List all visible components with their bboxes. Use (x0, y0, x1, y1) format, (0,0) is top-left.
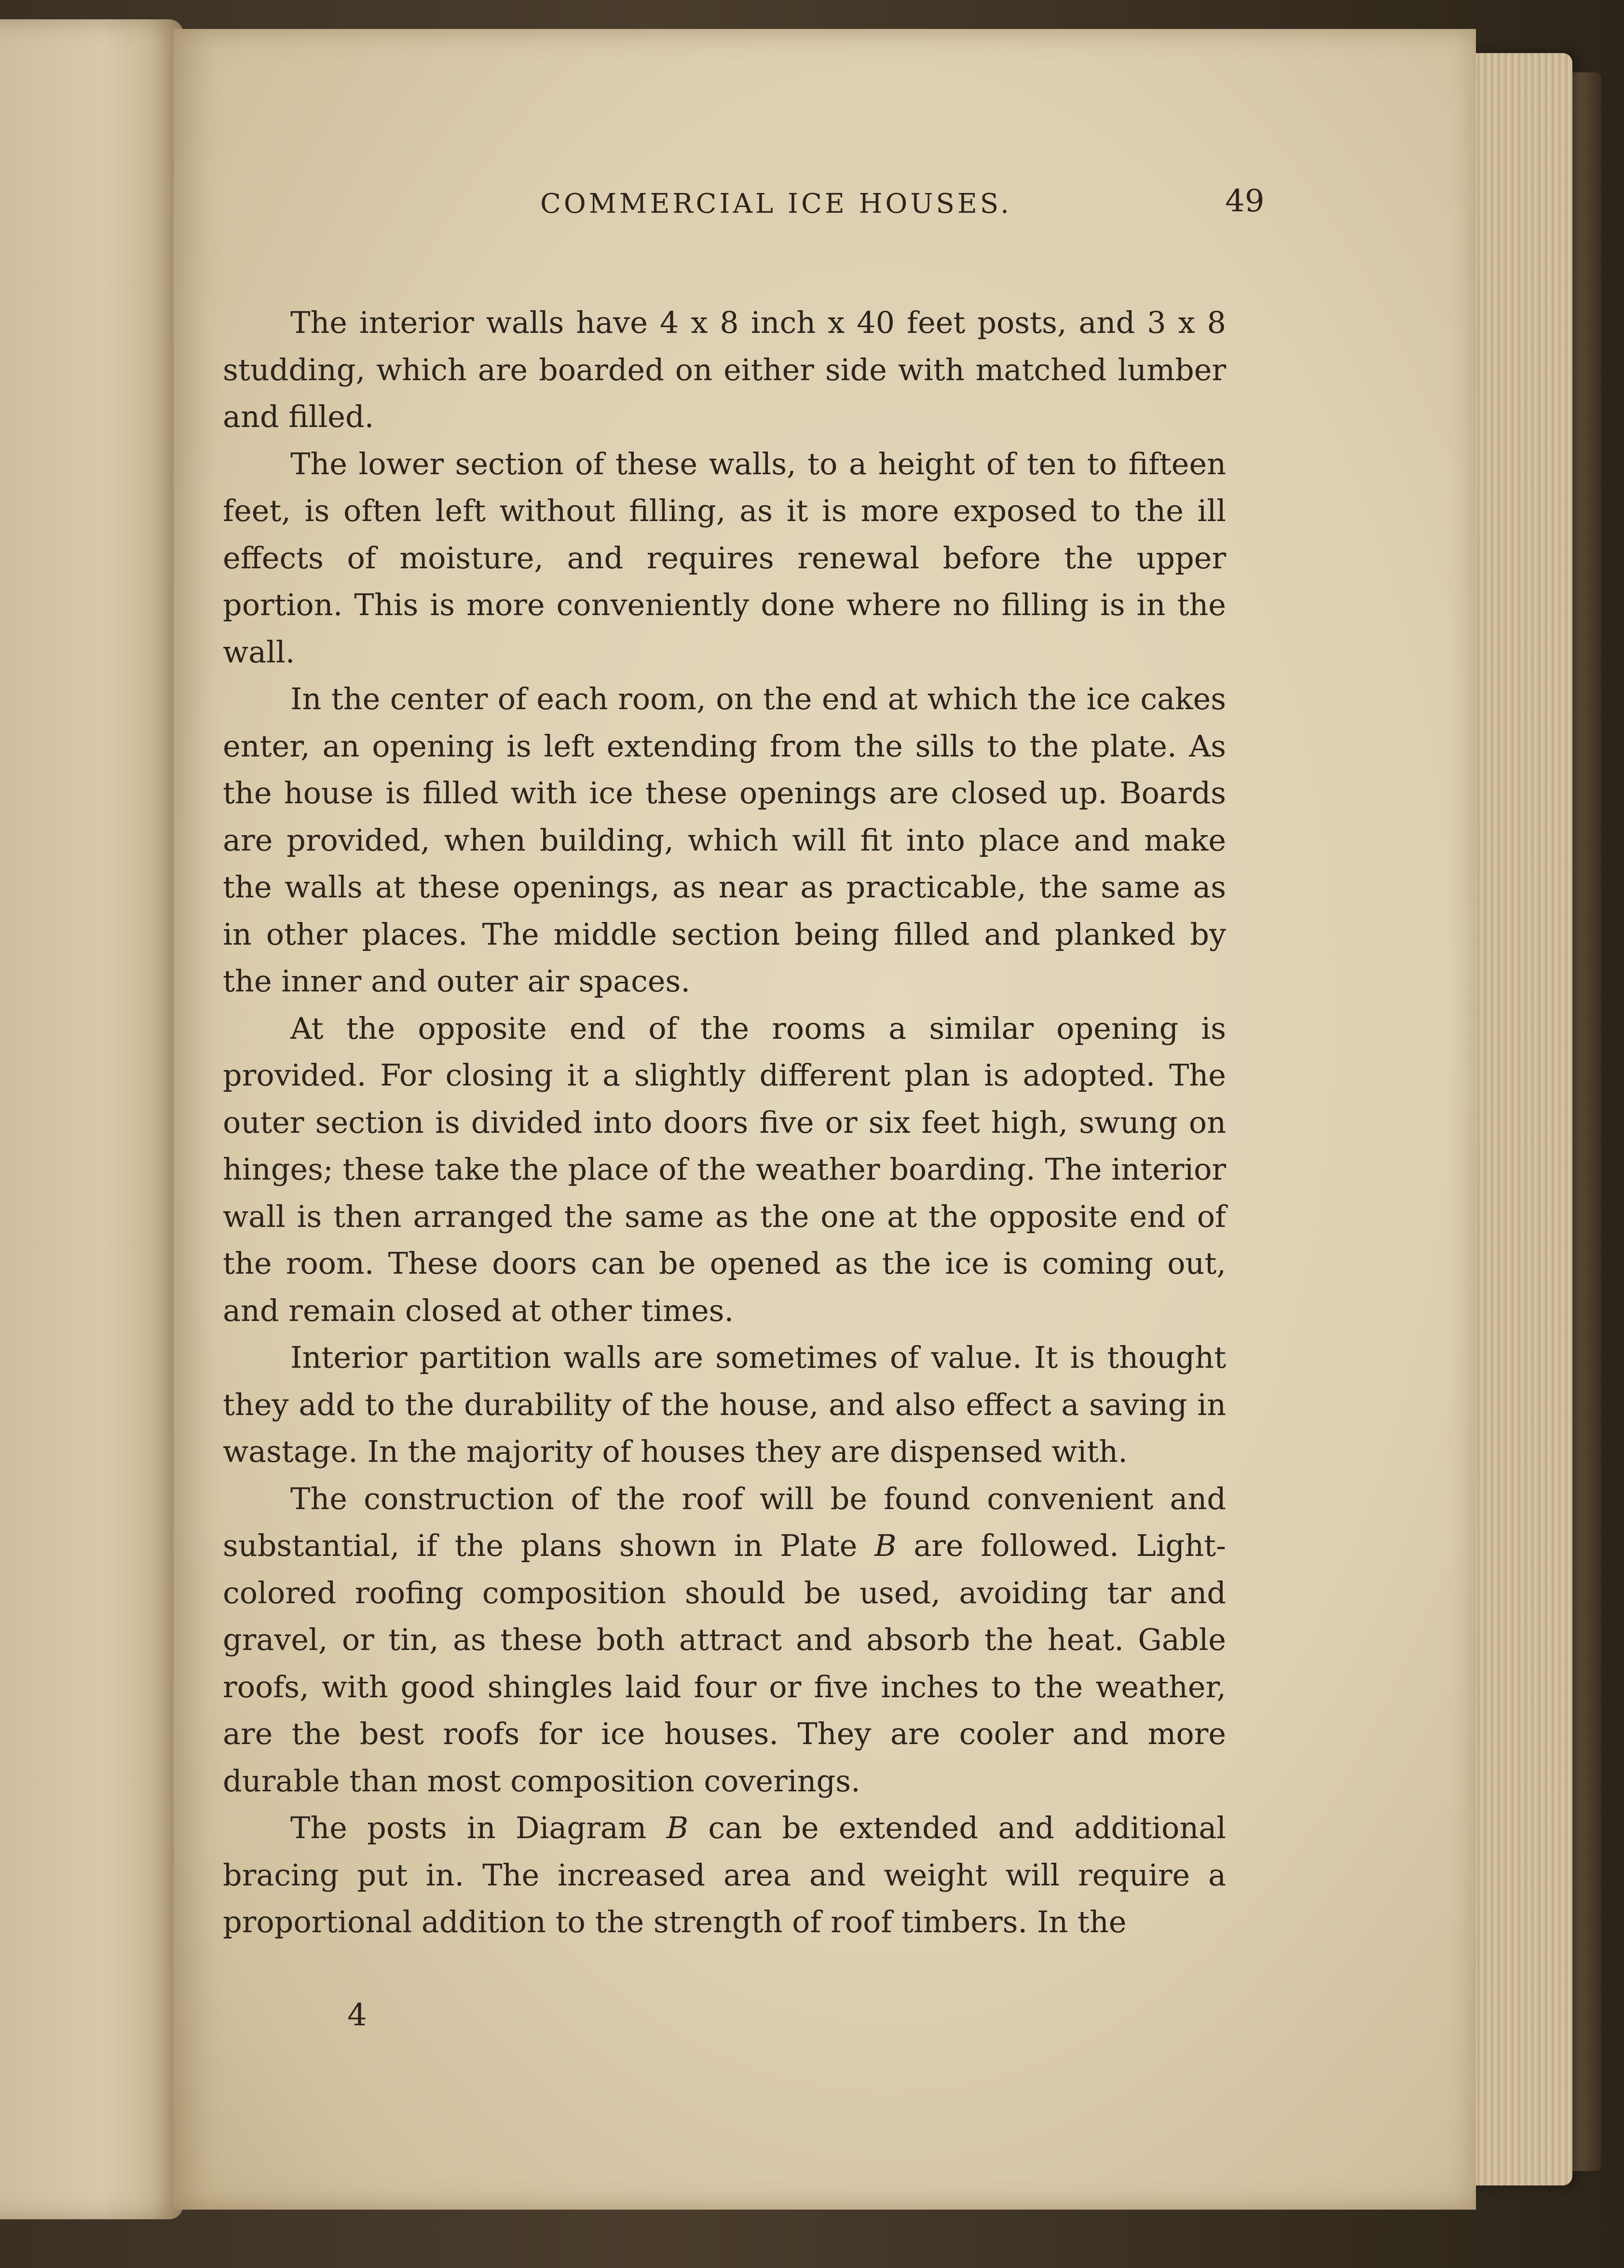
diagram-reference: B (666, 1810, 689, 1845)
body-text (223, 299, 1226, 1946)
paragraph-text: The posts in Diagram (290, 1810, 667, 1845)
paragraph-text: can be extended and additional bracing put in. The increased area and weight will require a proportional addition to the strength of roof timbers. In the (223, 1810, 1226, 1939)
paragraph: In the center of each room, on the end at which the ice cakes enter, an opening is left extending from the sills to the plate. As the house is filled with ice these openings are closed up. Boards are provided, when building, which will fit into place and make the walls at these openings, as near as practicable, the same as in other places. The middle section being filled and planked by the inner and outer air spaces. (223, 681, 1226, 999)
running-head (222, 183, 1447, 227)
book-page (174, 29, 1476, 2210)
page-number: 49 (1225, 183, 1265, 219)
plate-reference: B (874, 1528, 897, 1563)
paragraph: The lower section of these walls, to a height of ten to fifteen feet, is often left without filling, as it is more exposed to the ill effects of moisture, and requires renewal before the upper portion. This is more conveniently done where no filling is in the wall. (223, 446, 1226, 670)
running-head-title: COMMERCIAL ICE HOUSES. (540, 188, 1012, 220)
paragraph (223, 1475, 1226, 1805)
paragraph: At the opposite end of the rooms a similar opening is provided. For closing it a slightly different plan is adopted. The outer section is divided into doors five or six feet high, swung on hinges; these take the place of the weather boarding. The interior wall is then arranged the same as the one at the opposite end of the room. These doors can be opened as the ice is coming out, and remain closed at other times. (223, 1010, 1226, 1328)
paragraph: The interior walls have 4 x 8 inch x 40 feet posts, and 3 x 8 studding, which are boarded on either side with matched lumber and filled. (223, 305, 1226, 434)
paragraph (223, 1804, 1226, 1946)
paragraph-text: are followed. Light-colored roofing composition should be used, avoiding tar and gravel, or tin, as these both attract and absorb the heat. Gable roofs, with good shingles laid four or five inches to the weather, are the best roofs for ice houses. They are cooler and more durable than most composition coverings. (223, 1528, 1226, 1799)
signature-mark: 4 (347, 1997, 367, 2033)
left-page-edge (0, 19, 183, 2219)
paragraph-text: The construction of the roof will be found convenient and substantial, if the plans shown in Plate (223, 1481, 1226, 1563)
paragraph: Interior partition walls are sometimes of value. It is thought they add to the durability of the house, and also effect a saving in wastage. In the majority of houses they are dispensed with. (223, 1340, 1226, 1469)
